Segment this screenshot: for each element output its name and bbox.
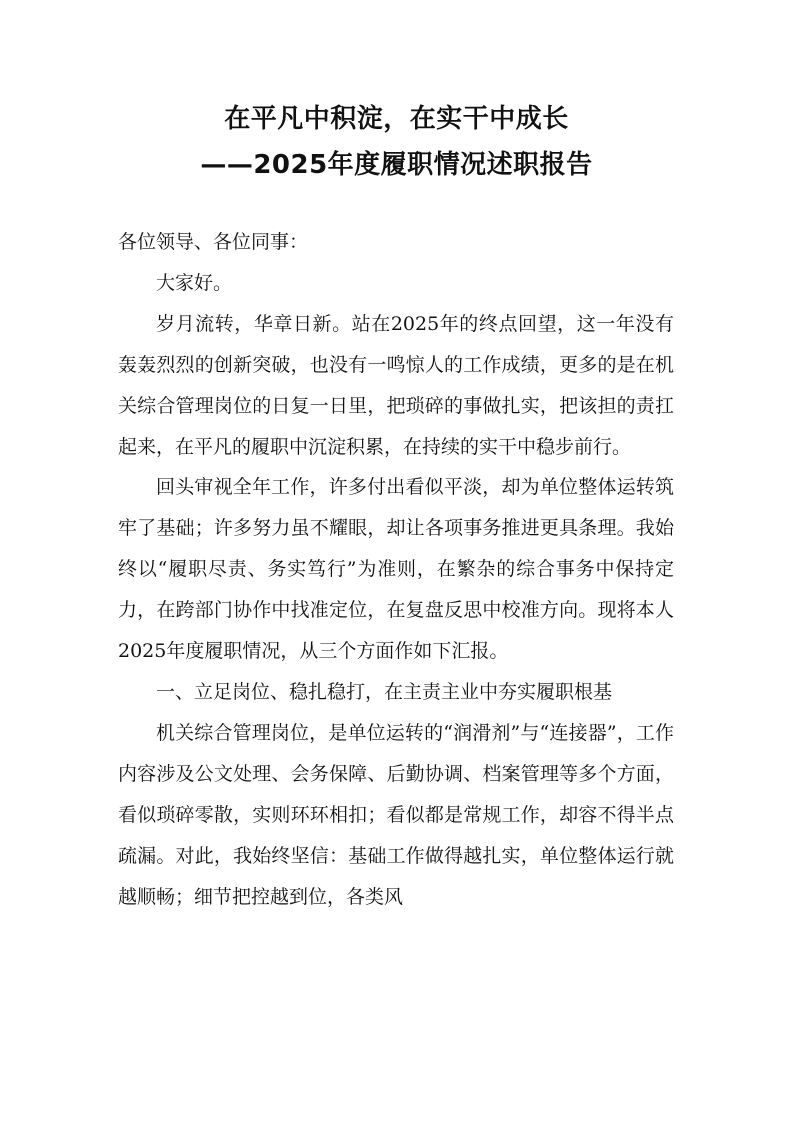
- paragraph-review: 回头审视全年工作，许多付出看似平淡，却为单位整体运转筑牢了基础；许多努力虽不耀眼，却让各项事务推进更具条理。我始终以“履职尽责、务实笃行”为准则，在繁杂的综合事务中保持定力，在跨部门协作中找准定位，在复盘反思中校准方向。现将本人2025年度履职情况，从三个方面作如下汇报。: [118, 476, 674, 663]
- report-title: 在平凡中积淀，在实干中成长: [224, 104, 569, 134]
- section-heading-1: 一、立足岗位、稳扎稳打，在主责主业中夯实履职根基: [156, 680, 613, 703]
- report-subtitle: ——2025年度履职情况述职报告: [200, 150, 593, 180]
- paragraph-section-1: 机关综合管理岗位，是单位运转的“润滑剂”与“连接器”，工作内容涉及公文处理、会务保障、后勤协调、档案管理等多个方面，看似琐碎零散，实则环环相扣；看似都是常规工作，却容不得半点疏漏。对此，我始终坚信：基础工作做得越扎实，单位整体运行就越顺畅；细节把控越到位，各类风: [118, 721, 674, 908]
- title-block: [0, 96, 793, 188]
- report-body: [118, 222, 674, 917]
- paragraph-intro: 岁月流转，华章日新。站在2025年的终点回望，这一年没有轰轰烈烈的创新突破，也没有一鸣惊人的工作成绩，更多的是在机关综合管理岗位的日复一日里，把琐碎的事做扎实，把该担的责扛起来，在平凡的履职中沉淀积累，在持续的实干中稳步前行。: [118, 312, 674, 458]
- paragraph-greeting: 大家好。: [156, 271, 233, 294]
- salutation: 各位领导、各位同事：: [118, 231, 309, 253]
